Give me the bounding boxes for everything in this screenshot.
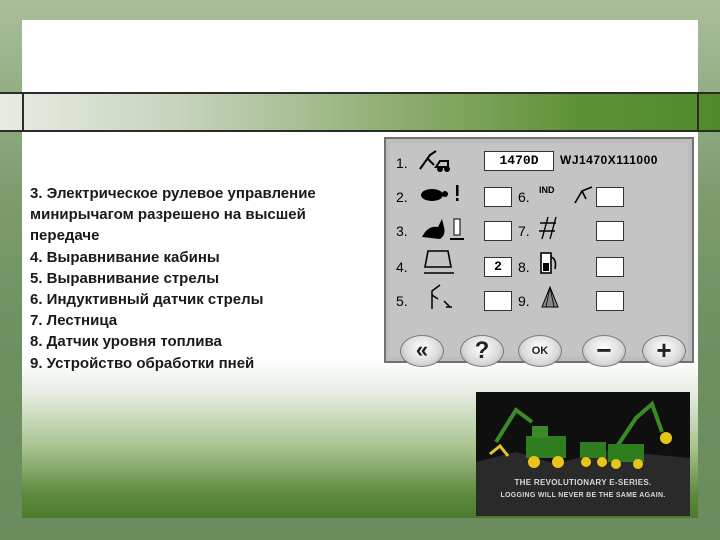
list-item: 4. Выравнивание кабины <box>30 248 220 266</box>
ladder-icon <box>536 215 560 241</box>
back-button[interactable]: « <box>400 335 444 367</box>
forestry-machines-banner <box>476 392 690 516</box>
banner-title: THE REVOLUTIONARY E-SERIES. <box>514 478 652 487</box>
band-divider-right <box>697 92 699 132</box>
list-item: 7. Лестница <box>30 312 118 330</box>
model-field[interactable]: 1470D <box>484 151 554 171</box>
list-item: 3. Электрическое рулевое управление <box>30 185 316 202</box>
minus-button[interactable]: − <box>582 335 626 367</box>
banner-subtitle: LOGGING WILL NEVER BE THE SAME AGAIN. <box>500 492 666 499</box>
field-8[interactable] <box>596 257 624 277</box>
serial-number: WJ1470X111000 <box>560 153 658 167</box>
field-4[interactable]: 2 <box>484 257 512 277</box>
field-2[interactable] <box>484 187 512 207</box>
description-list <box>30 183 380 374</box>
stump-treatment-icon <box>538 283 562 309</box>
field-3[interactable] <box>484 221 512 241</box>
field-5[interactable] <box>484 291 512 311</box>
field-7[interactable] <box>596 221 624 241</box>
fuel-level-icon <box>538 249 560 277</box>
turtle-warning-icon <box>418 183 462 203</box>
list-item: передаче <box>30 227 100 245</box>
list-item: минирычагом разрешено на высшей <box>30 206 306 224</box>
row-number: 4. <box>396 259 408 275</box>
row-number: 7. <box>518 223 530 239</box>
help-button[interactable]: ? <box>460 335 504 367</box>
cab-level-icon <box>422 247 456 277</box>
boom-level-icon <box>426 281 456 311</box>
list-item: 9. Устройство обработки пней <box>30 354 255 372</box>
list-item: 8. Датчик уровня топлива <box>30 333 222 351</box>
row-number: 2. <box>396 189 408 205</box>
row-number: 1. <box>396 155 408 171</box>
machine-config-panel <box>384 137 694 363</box>
row-number: 3. <box>396 223 408 239</box>
rabbit-warning-icon <box>418 213 466 243</box>
plus-button[interactable]: + <box>642 335 686 367</box>
field-6[interactable] <box>596 187 624 207</box>
header-band <box>0 92 720 132</box>
list-item: 6. Индуктивный датчик стрелы <box>30 291 264 309</box>
row-number: 8. <box>518 259 530 275</box>
row-number: 9. <box>518 293 530 309</box>
field-9[interactable] <box>596 291 624 311</box>
ind-label: IND <box>539 185 555 195</box>
band-divider-left <box>22 92 24 132</box>
boom-sensor-icon <box>572 183 596 205</box>
list-item: 5. Выравнивание стрелы <box>30 269 220 287</box>
row-number: 6. <box>518 189 530 205</box>
ok-button[interactable]: OK <box>518 335 562 367</box>
row-number: 5. <box>396 293 408 309</box>
harvester-icon <box>416 147 452 173</box>
